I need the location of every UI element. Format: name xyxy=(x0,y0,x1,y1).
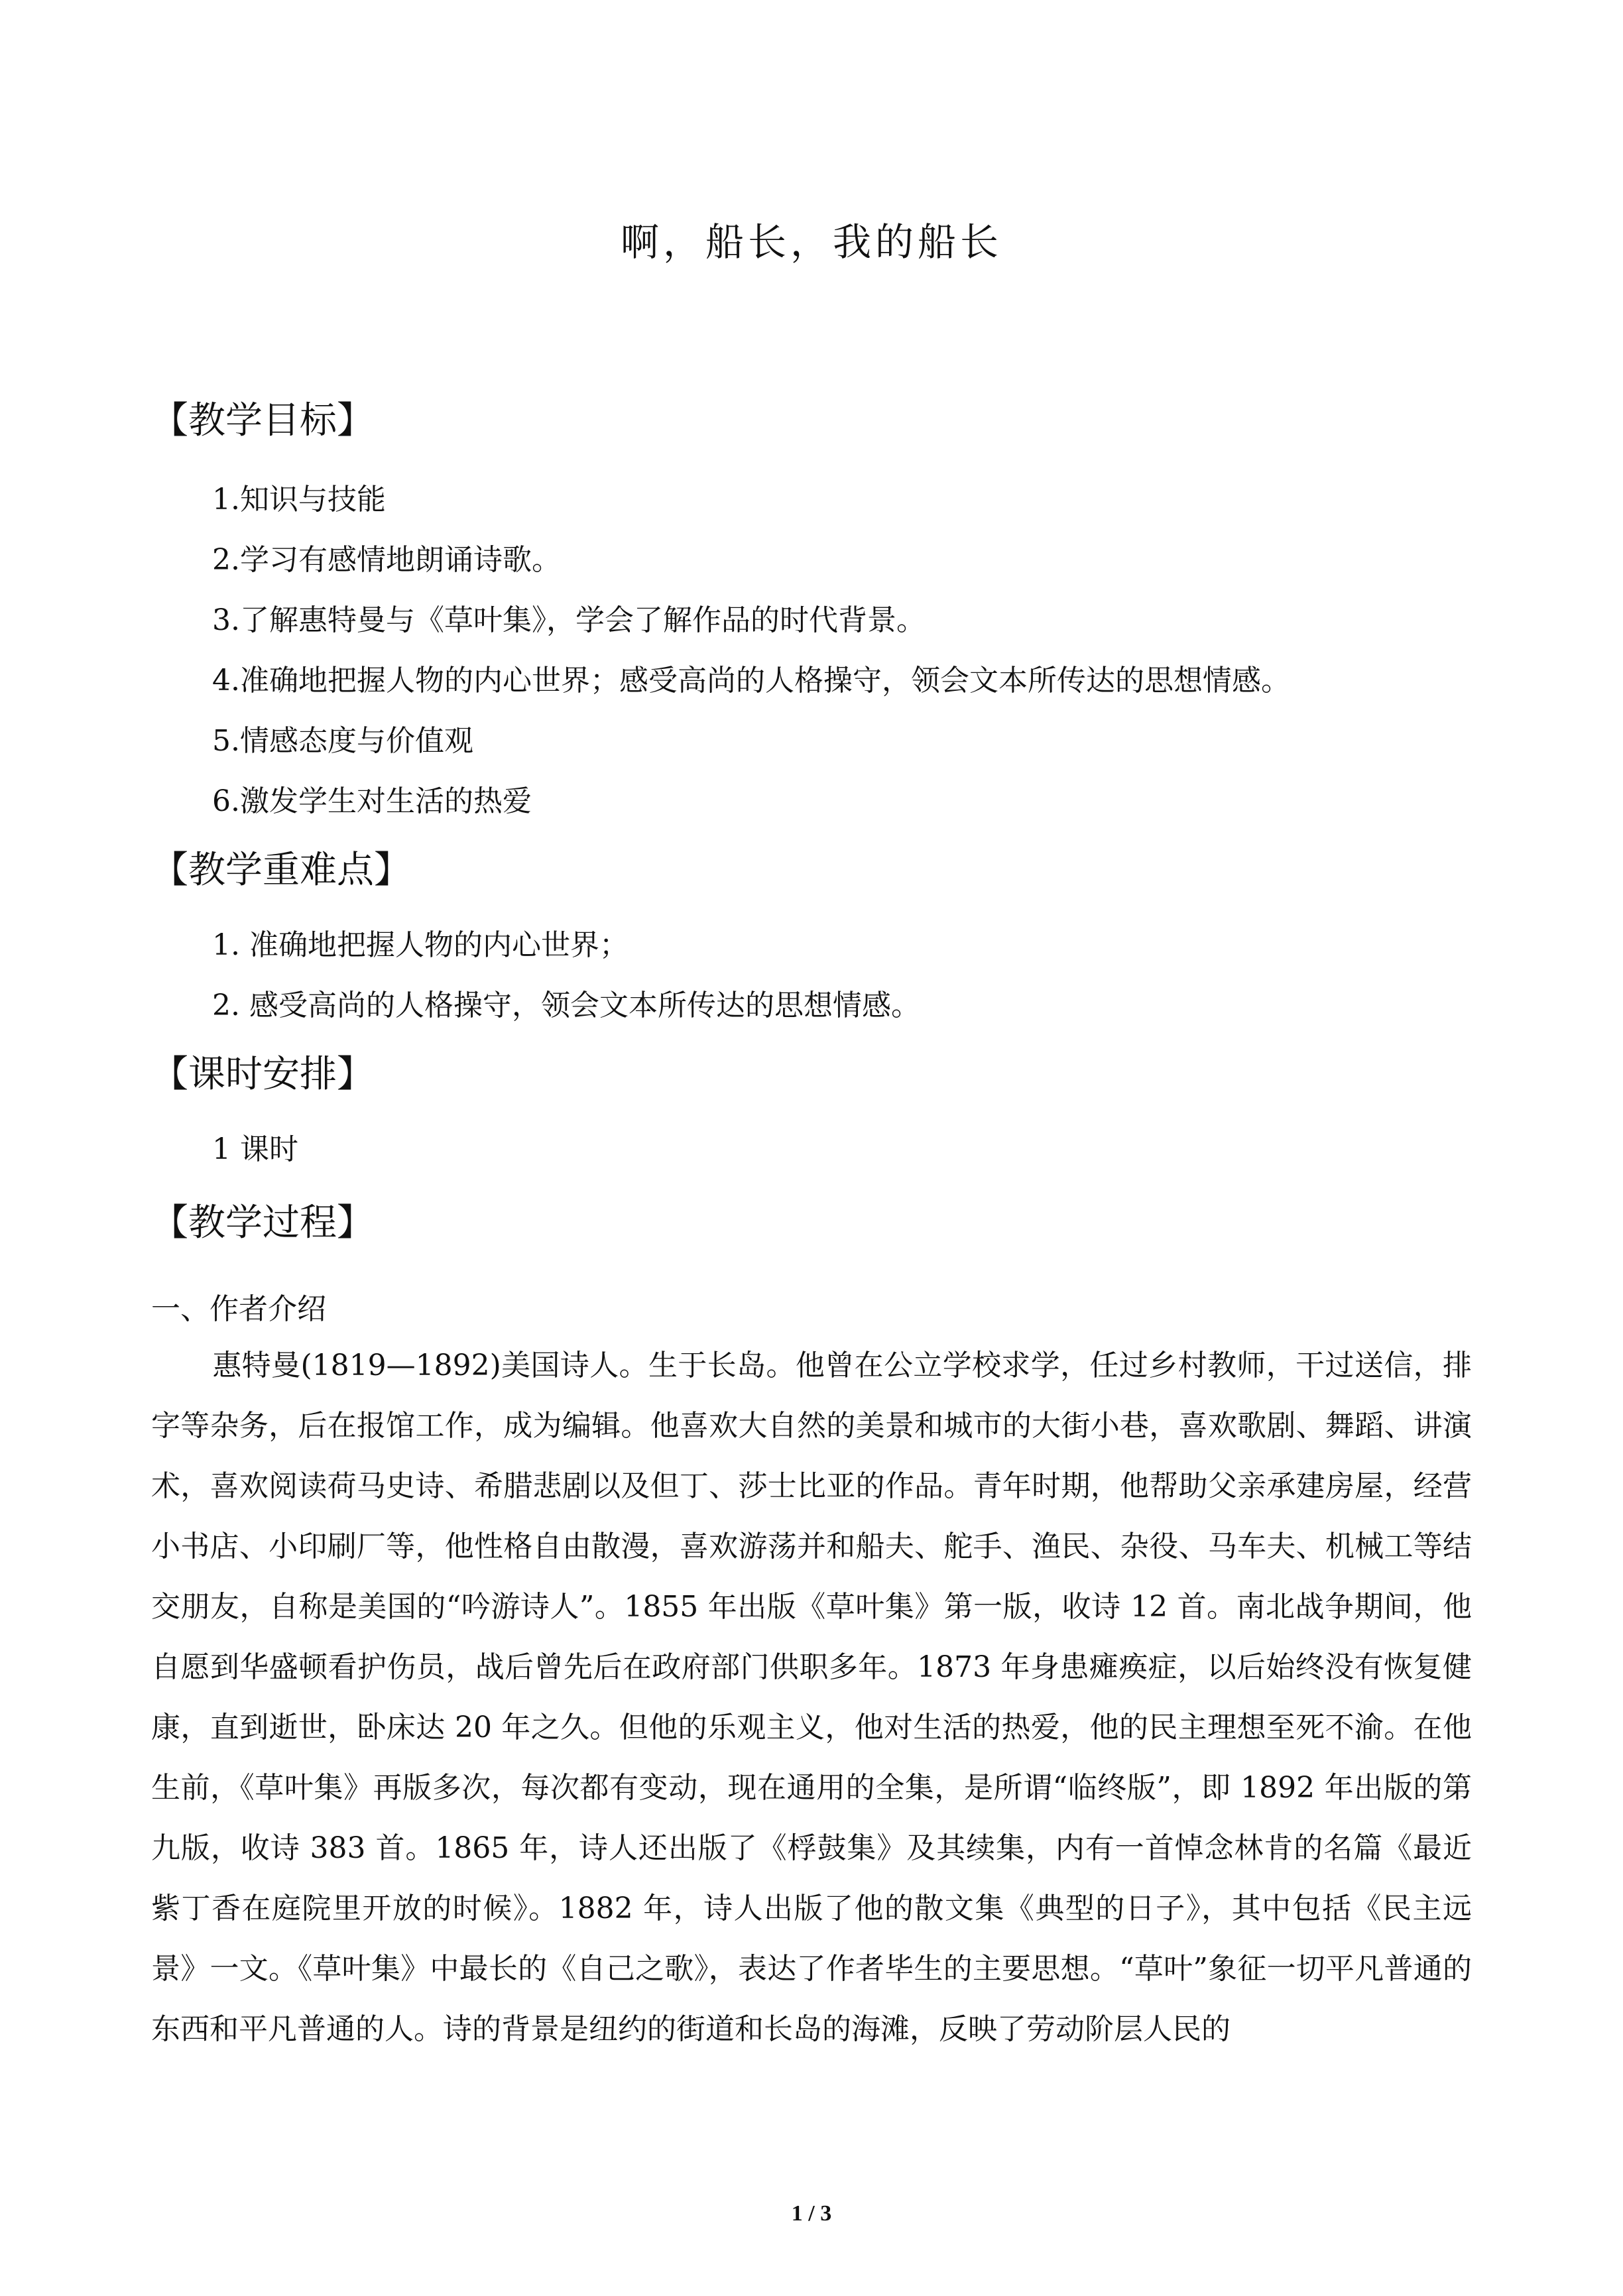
objective-item: 1.知识与技能 xyxy=(212,483,386,516)
key-point-item: 1. 准确地把握人物的内心世界； xyxy=(212,928,629,962)
section-heading-key-points: 【教学重难点】 xyxy=(151,849,411,892)
page-number: 1 / 3 xyxy=(791,2201,832,2226)
author-intro-text: 惠特曼(1819—1892)美国诗人。生于长岛。他曾在公立学校求学，任过乡村教师，干过送信，排字等杂务，后在报馆工作，成为编辑。他喜欢大自然的美景和城市的大街小巷，喜欢歌剧、舞蹈、讲演术，喜欢阅读荷马史诗、希腊悲剧以及但丁、莎士比亚的作品。青年时期，他帮助父亲承建房屋，经营小书店、小印刷厂等，他性格自由散漫，喜欢游荡并和船夫、舵手、渔民、杂役、马车夫、机械工等结交朋友，自称是美国的“吟游诗人”。1855 年出版《草叶集》第一版，收诗 12 首。南北战争期间，他自愿到华盛顿看护伤员，战后曾先后在政府部门供职多年。1873 年身患瘫痪症，以后始终没有恢复健康，直到逝世，卧床达 20 年之久。但他的乐观主义，他对生活的热爱，他的民主理想至死不渝。在他生前，《草叶集》再版多次，每次都有变动，现在通用的全集，是所谓“临终版”，即 1892 年出版的第九版，收诗 383 首。1865 年，诗人还出版了《桴鼓集》及其续集，内有一首悼念林肯的名篇《最近紫丁香在庭院里开放的时候》。1882 年，诗人出版了他的散文集《典型的日子》，其中包括《民主远景》一文。《草叶集》中最长的《自己之歌》，表达了作者毕生的主要思想。“草叶”象征一切平凡普通的东西和平凡普通的人。诗的背景是纽约的街道和长岛的海滩，反映了劳动阶层人民的 xyxy=(151,1349,1472,2046)
process-subheading: 一、作者介绍 xyxy=(151,1292,326,1326)
section-heading-process: 【教学过程】 xyxy=(151,1201,374,1244)
section-heading-schedule: 【课时安排】 xyxy=(151,1053,374,1096)
schedule-item: 1 课时 xyxy=(212,1132,298,1166)
document-title: 啊，船长，我的船长 xyxy=(620,219,1002,265)
objective-item: 3.了解惠特曼与《草叶集》，学会了解作品的时代背景。 xyxy=(212,603,926,637)
author-intro-paragraph xyxy=(151,1335,1472,2059)
objective-item: 4.准确地把握人物的内心世界；感受高尚的人格操守，领会文本所传达的思想情感。 xyxy=(212,664,1290,697)
section-heading-objectives: 【教学目标】 xyxy=(151,399,374,442)
objective-item: 2.学习有感情地朗诵诗歌。 xyxy=(212,543,561,577)
objective-item: 6.激发学生对生活的热爱 xyxy=(212,784,532,818)
objective-item: 5.情感态度与价值观 xyxy=(212,724,473,758)
key-point-item: 2. 感受高尚的人格操守，领会文本所传达的思想情感。 xyxy=(212,989,920,1022)
